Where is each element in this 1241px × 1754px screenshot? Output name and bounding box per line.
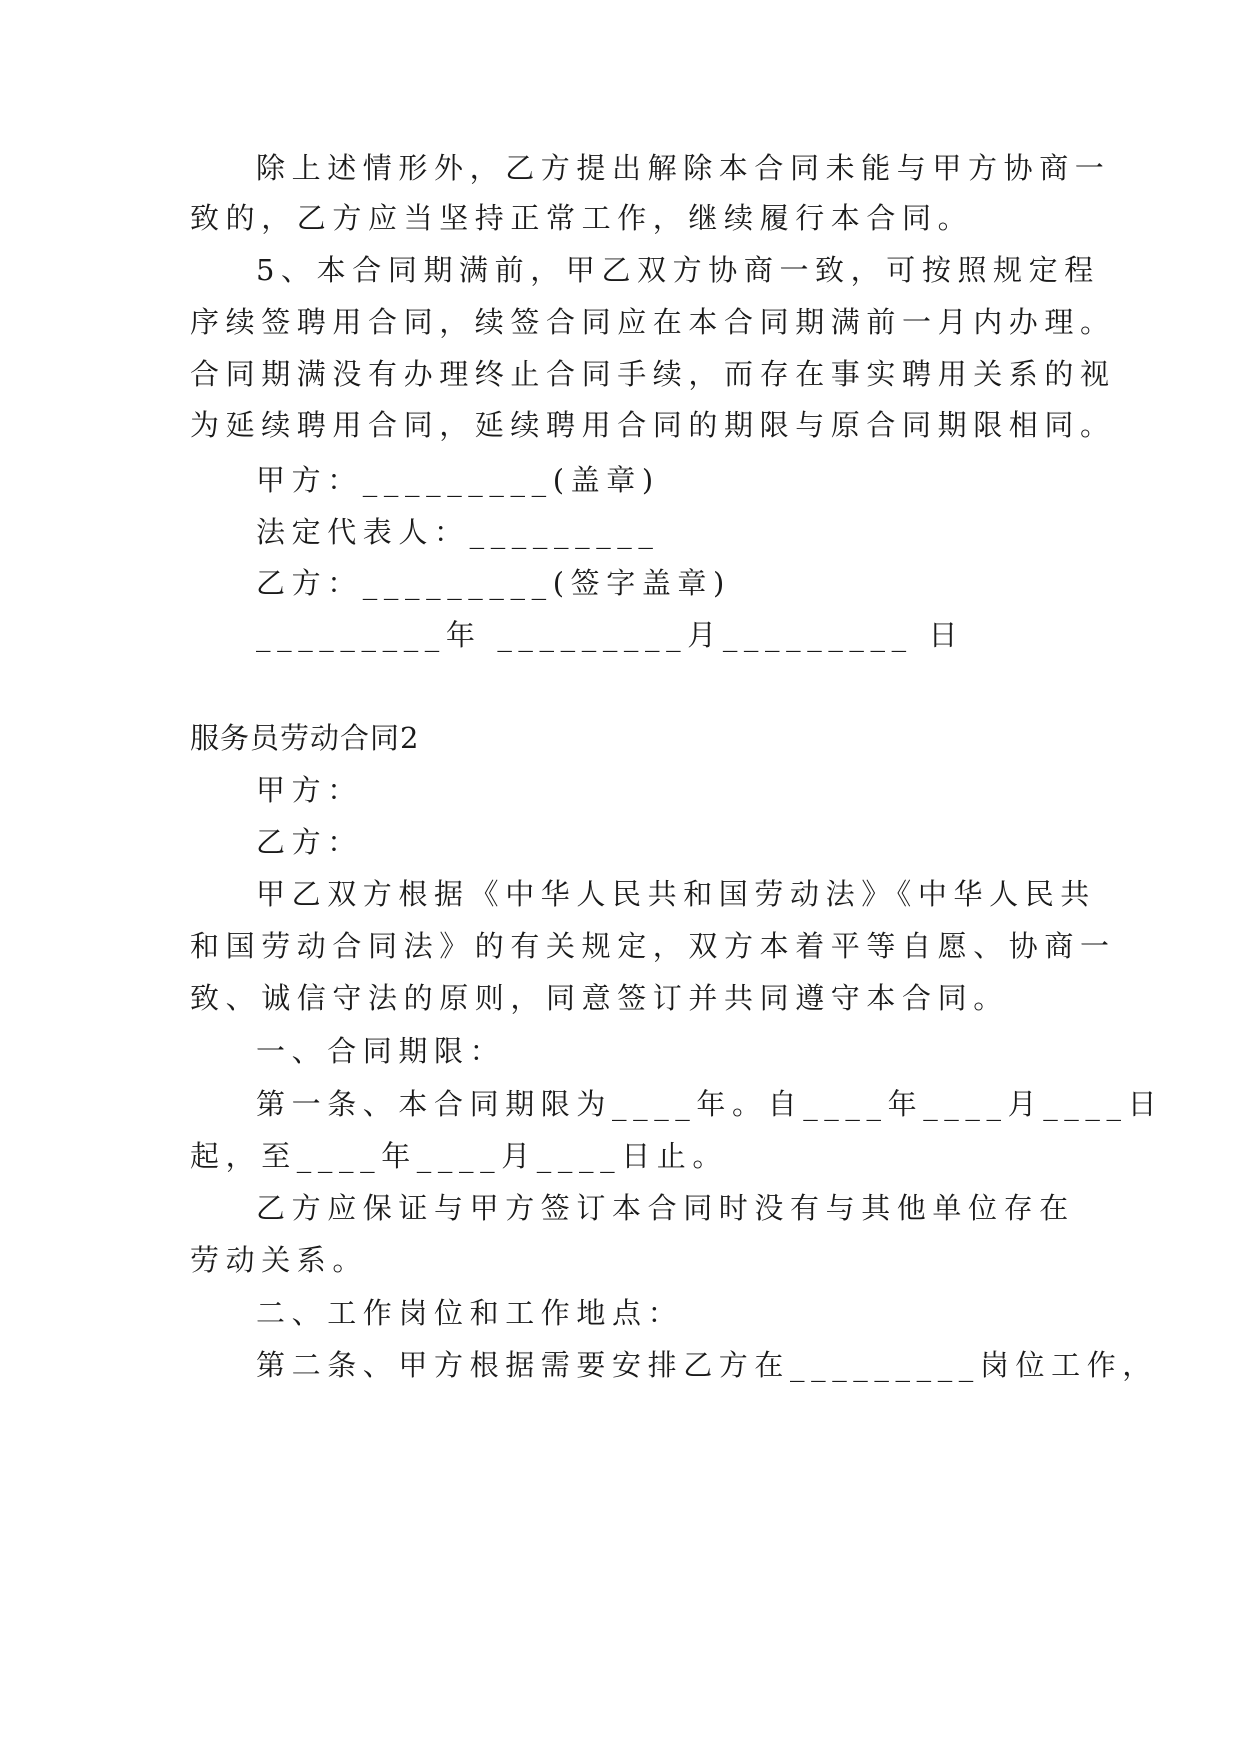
legal-representative-line: 法定代表人：_________ <box>256 515 660 549</box>
paragraph-line: 甲乙双方根据《中华人民共和国劳动法》《中华人民共 <box>256 877 1096 911</box>
article-2-line: 第二条、甲方根据需要安排乙方在_________岗位工作， <box>256 1348 1158 1382</box>
paragraph-line: 劳动关系。 <box>190 1243 369 1277</box>
party-a-signature-line: 甲方：_________(盖章) <box>256 463 660 497</box>
party-b-signature-line: 乙方：_________(签字盖章) <box>256 566 731 600</box>
paragraph-line: 合同期满没有办理终止合同手续，而存在事实聘用关系的视 <box>190 357 1116 391</box>
section-heading: 一、合同期限： <box>256 1034 506 1068</box>
paragraph-line: 起，至____年____月____日止。 <box>190 1139 729 1173</box>
paragraph-line: 致的，乙方应当坚持正常工作，继续履行本合同。 <box>190 201 974 235</box>
paragraph-line: 致、诚信守法的原则，同意签订并共同遵守本合同。 <box>190 981 1009 1015</box>
date-line: _________年 _________月_________ 日 <box>256 618 965 652</box>
paragraph-line: 乙方应保证与甲方签订本合同时没有与其他单位存在 <box>256 1191 1075 1225</box>
party-a-line: 甲方： <box>256 773 363 807</box>
paragraph-line: 序续签聘用合同，续签合同应在本合同期满前一月内办理。 <box>190 305 1116 339</box>
clause-5-line: 5、本合同期满前，甲乙双方协商一致，可按照规定程 <box>256 253 1100 287</box>
document-page <box>190 0 1164 1754</box>
paragraph-line: 为延续聘用合同，延续聘用合同的期限与原合同期限相同。 <box>190 408 1116 442</box>
section-heading: 二、工作岗位和工作地点： <box>256 1296 684 1330</box>
party-b-line: 乙方： <box>256 825 363 859</box>
contract-title: 服务员劳动合同2 <box>190 721 420 755</box>
article-1-line: 第一条、本合同期限为____年。自____年____月____日 <box>256 1087 1164 1121</box>
paragraph-line: 除上述情形外，乙方提出解除本合同未能与甲方协商一 <box>256 151 1111 185</box>
paragraph-line: 和国劳动合同法》的有关规定，双方本着平等自愿、协商一 <box>190 929 1116 963</box>
